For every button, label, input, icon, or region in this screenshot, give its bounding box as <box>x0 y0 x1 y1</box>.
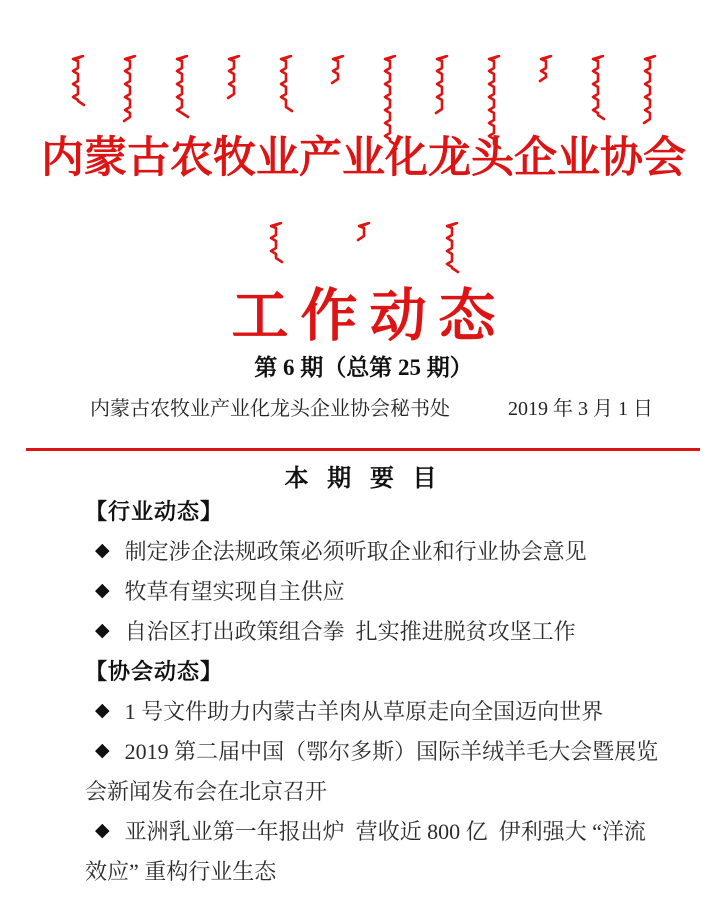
toc-item-continuation: 会新闻发布会在北京召开 <box>85 778 328 804</box>
mongolian-word-glyph <box>278 55 294 113</box>
toc-item <box>85 810 665 850</box>
mongolian-word-glyph <box>356 222 372 242</box>
mongolian-word-glyph <box>642 55 658 125</box>
publish-date: 2019 年 3 月 1 日 <box>508 398 653 420</box>
toc-item-text: 亚洲乳业第一年报出炉 营收近 800 亿 伊利强大 “洋流 <box>124 818 646 844</box>
mongolian-script-middle <box>0 222 727 274</box>
mongolian-word-glyph <box>590 55 606 121</box>
red-divider-rule <box>26 448 700 451</box>
toc-item-text: 牧草有望实现自主供应 <box>124 578 345 604</box>
toc-item <box>85 690 665 730</box>
toc-item <box>85 610 665 650</box>
diamond-bullet-icon: ◆ <box>95 699 110 721</box>
publisher-name: 内蒙古农牧业产业化龙头企业协会秘书处 <box>90 398 450 420</box>
toc-item-continuation: 效应” 重构行业生态 <box>85 858 277 884</box>
diamond-bullet-icon: ◆ <box>95 739 110 761</box>
mongolian-word-glyph <box>434 55 450 115</box>
issue-number: 第 6 期（总第 25 期） <box>254 355 473 380</box>
diamond-bullet-icon: ◆ <box>95 579 110 601</box>
toc-item-text: 制定涉企法规政策必须听取企业和行业协会意见 <box>124 538 587 564</box>
organization-title: 内蒙古农牧业产业化龙头企业协会 <box>41 135 686 182</box>
mongolian-word-glyph <box>268 222 284 264</box>
toc-title: 本 期 要 目 <box>284 465 443 492</box>
mongolian-word-glyph <box>226 55 242 100</box>
toc-item <box>85 530 665 570</box>
mongolian-word-glyph <box>174 55 190 119</box>
toc-item <box>85 570 665 610</box>
mongolian-word-glyph <box>330 55 346 85</box>
mongolian-word-glyph <box>444 222 460 274</box>
publisher-date-row <box>90 392 653 421</box>
toc-item <box>85 730 665 770</box>
mongolian-word-glyph <box>70 55 86 107</box>
toc-item-text: 2019 第二届中国（鄂尔多斯）国际羊绒羊毛大会暨展览 <box>124 738 659 764</box>
mongolian-word-glyph <box>122 55 138 123</box>
toc-section-header-industry: 【行业动态】 <box>85 498 224 524</box>
diamond-bullet-icon: ◆ <box>95 619 110 641</box>
toc-item-text: 1 号文件助力内蒙古羊肉从草原走向全国迈向世界 <box>124 698 604 724</box>
diamond-bullet-icon: ◆ <box>95 819 110 841</box>
toc-item-text: 自治区打出政策组合拳 扎实推进脱贫攻坚工作 <box>124 618 576 644</box>
bulletin-title: 工作动态 <box>231 285 508 348</box>
toc-section-header-association: 【协会动态】 <box>85 658 224 684</box>
table-of-contents <box>85 490 665 890</box>
diamond-bullet-icon: ◆ <box>95 539 110 561</box>
mongolian-word-glyph <box>538 55 554 83</box>
